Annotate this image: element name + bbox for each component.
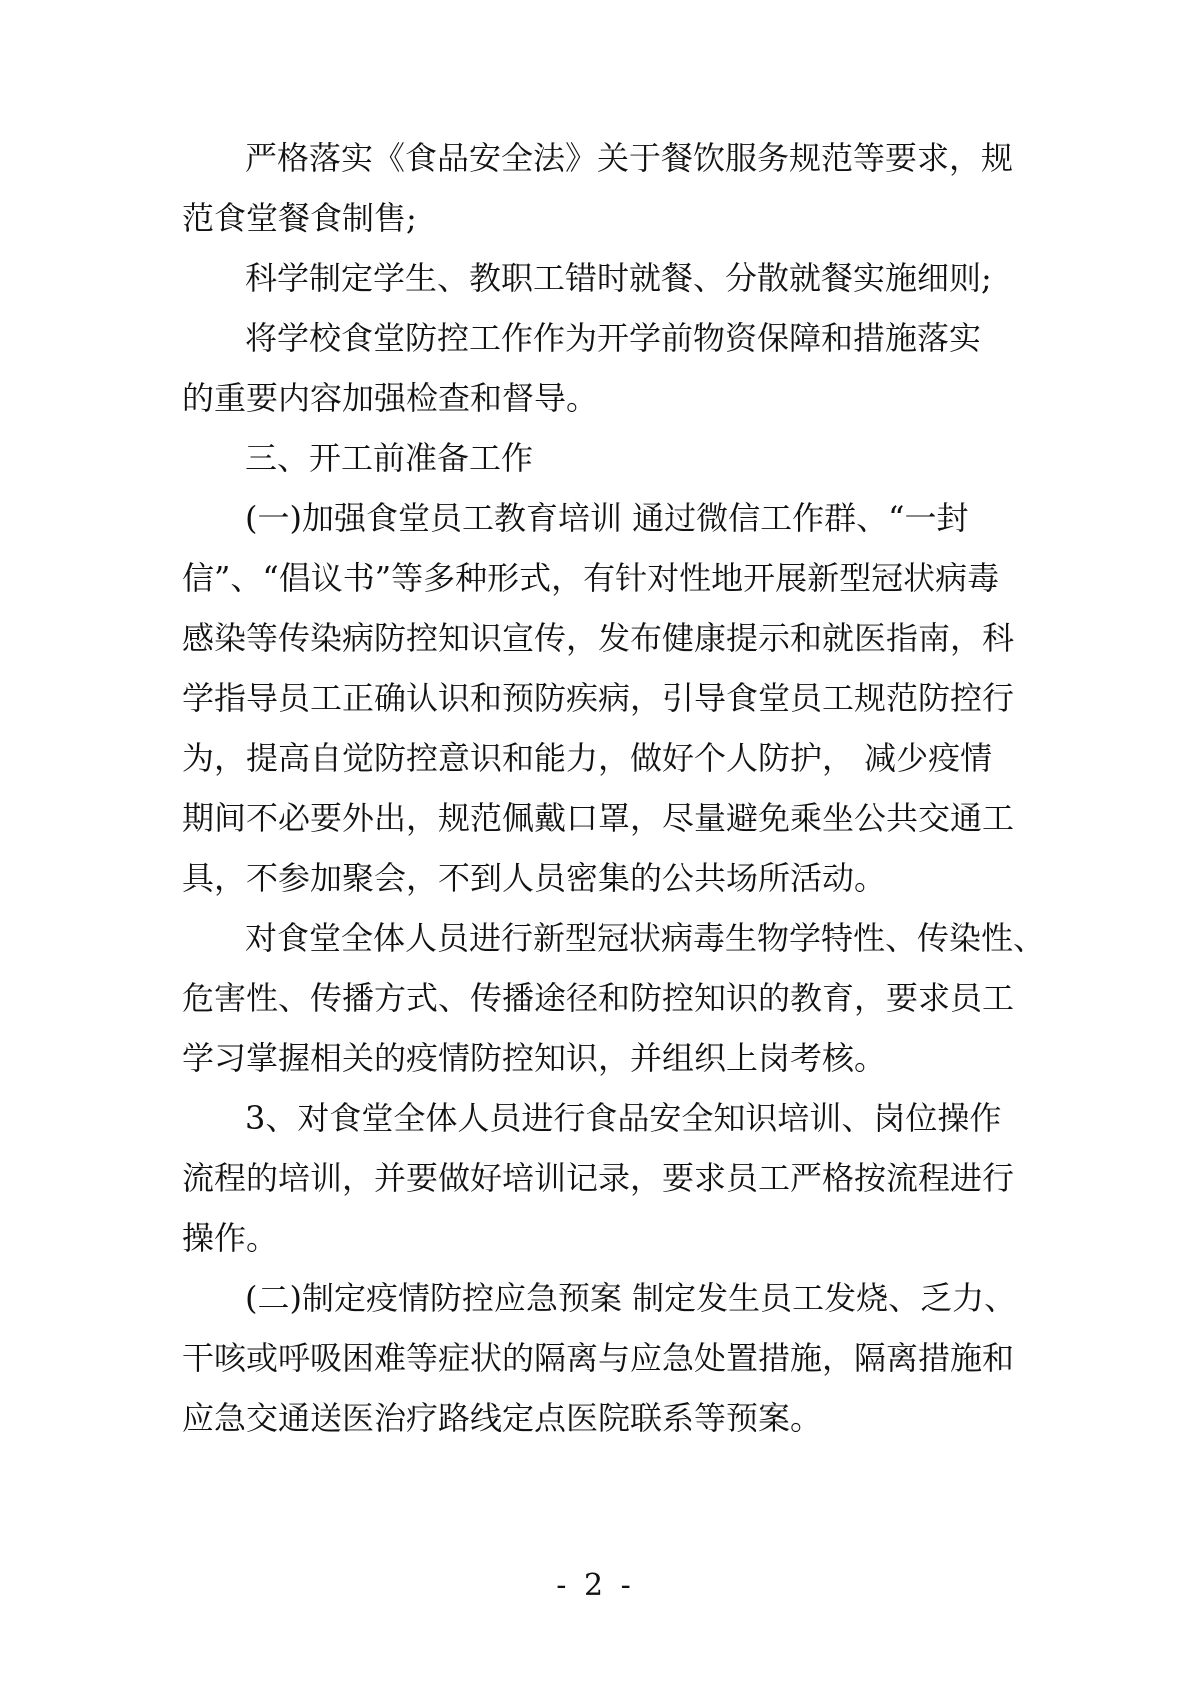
paragraph-line: 将学校食堂防控工作作为开学前物资保障和措施落实 [245, 319, 982, 357]
paragraph-line: 严格落实《食品安全法》关于餐饮服务规范等要求，规 [245, 139, 1014, 177]
paragraph-line: 具，不参加聚会，不到人员密集的公共场所活动。 [182, 859, 887, 897]
paragraph-line: 3、对食堂全体人员进行食品安全知识培训、岗位操作 [245, 1099, 1002, 1137]
paragraph-line: (一)加强食堂员工教育培训 通过微信工作群、“一封 [245, 499, 969, 537]
paragraph-line: 流程的培训，并要做好培训记录，要求员工严格按流程进行 [182, 1159, 1015, 1197]
paragraph-line: 操作。 [182, 1219, 279, 1257]
paragraph-line: 期间不必要外出，规范佩戴口罩，尽量避免乘坐公共交通工 [182, 799, 1015, 837]
paragraph-line: 应急交通送医治疗路线定点医院联系等预案。 [182, 1399, 823, 1437]
paragraph-line: 的重要内容加强检查和督导。 [182, 379, 599, 417]
paragraph-line: 干咳或呼吸困难等症状的隔离与应急处置措施，隔离措施和 [182, 1339, 1015, 1377]
paragraph-line: 为，提高自觉防控意识和能力，做好个人防护， 减少疫情 [182, 739, 993, 777]
paragraph-line: (二)制定疫情防控应急预案 制定发生员工发烧、乏力、 [245, 1279, 1017, 1317]
paragraph-line: 学习掌握相关的疫情防控知识，并组织上岗考核。 [182, 1039, 887, 1077]
paragraph-line: 感染等传染病防控知识宣传，发布健康提示和就医指南，科 [182, 619, 1015, 657]
paragraph-line: 危害性、传播方式、传播途径和防控知识的教育，要求员工 [182, 979, 1015, 1017]
page-number: - 2 - [556, 1568, 635, 1603]
paragraph-line: 对食堂全体人员进行新型冠状病毒生物学特性、传染性、 [245, 919, 1046, 957]
paragraph-line: 学指导员工正确认识和预防疾病，引导食堂员工规范防控行 [182, 679, 1015, 717]
paragraph-line: 范食堂餐食制售; [182, 199, 417, 237]
paragraph-line: 信”、“倡议书”等多种形式，有针对性地开展新型冠状病毒 [182, 559, 1000, 597]
section-heading: 三、开工前准备工作 [245, 439, 534, 477]
paragraph-line: 科学制定学生、教职工错时就餐、分散就餐实施细则; [245, 259, 992, 297]
